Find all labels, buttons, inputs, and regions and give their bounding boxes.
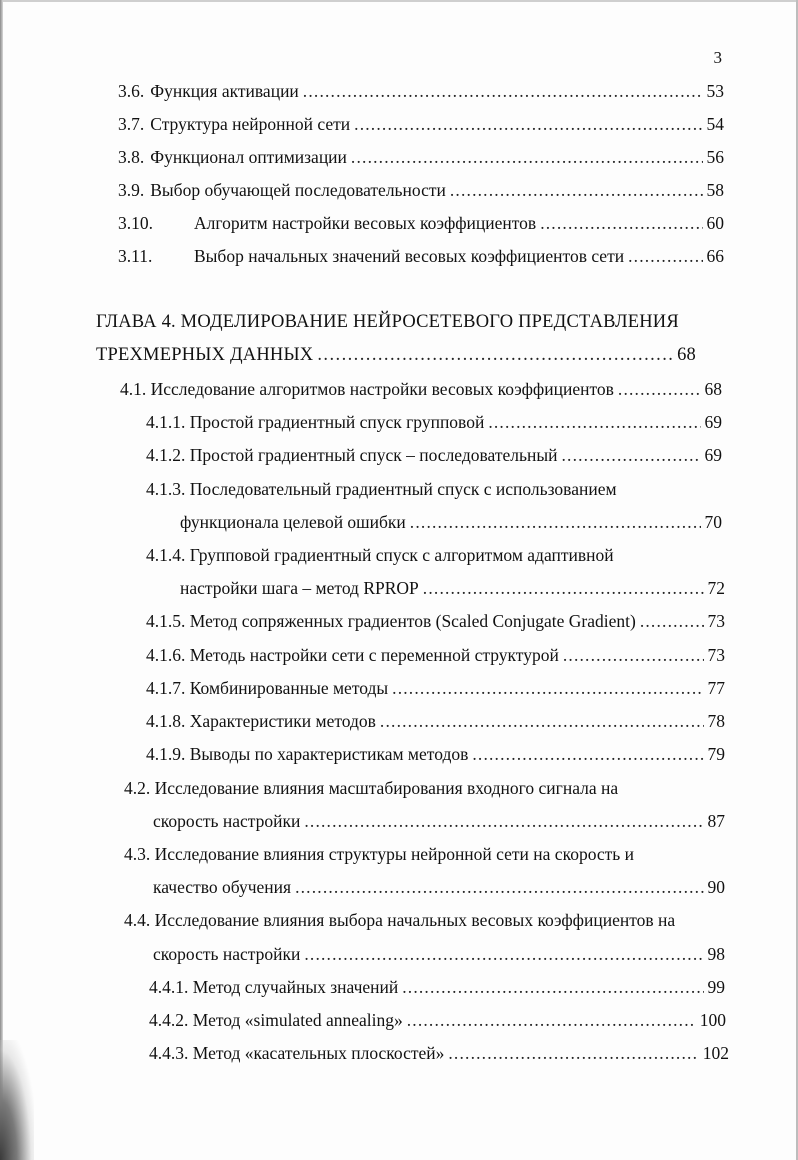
dot-leader xyxy=(472,743,703,765)
toc-title: 4.1.8. Характеристики методов xyxy=(146,711,376,731)
dot-leader xyxy=(450,179,703,201)
toc-entry-4-2[interactable]: 4.2. Исследование влияния масштабирования входного сигнала на xyxy=(124,778,619,798)
toc-number: 3.8. xyxy=(118,147,145,167)
toc-entry-4-3[interactable]: 4.3. Исследование влияния структуры нейронной сети на скорость и xyxy=(124,844,635,864)
scan-corner-artifact xyxy=(0,1040,34,1160)
toc-entry-3-8[interactable] xyxy=(118,146,724,168)
dot-leader xyxy=(540,212,702,234)
toc-entry-4-4-cont[interactable] xyxy=(153,943,725,965)
dot-leader xyxy=(488,411,700,433)
toc-page: 60 xyxy=(706,213,724,233)
toc-title: 4.1.6. Методь настройки сети с переменной структурой xyxy=(146,645,559,665)
page-number: 3 xyxy=(713,48,722,67)
toc-title: Выбор обучающей последовательности xyxy=(150,180,446,200)
toc-entry-4-1-9[interactable] xyxy=(146,743,725,765)
toc-entry-3-9[interactable] xyxy=(118,179,724,201)
toc-page: 68 xyxy=(677,345,696,365)
dot-leader xyxy=(392,677,703,699)
toc-entry-4-1-8[interactable] xyxy=(146,710,725,732)
scan-edge-top xyxy=(0,0,798,2)
toc-entry-4-1-3[interactable]: 4.1.3. Последовательный градиентный спуск с использованием xyxy=(146,479,617,499)
toc-page: 69 xyxy=(704,445,722,465)
toc-entry-4-1-3-cont[interactable] xyxy=(180,511,722,533)
toc-entry-4-4-2[interactable] xyxy=(149,1009,726,1031)
toc-entry-4-1-6[interactable] xyxy=(146,644,725,666)
toc-number: 3.6. xyxy=(118,81,145,101)
toc-title: 4.1. Исследование алгоритмов настройки весовых коэффициентов xyxy=(120,379,614,399)
toc-page: 70 xyxy=(704,512,722,532)
toc-page: 78 xyxy=(707,711,725,731)
toc-title: 4.4.3. Метод «касательных плоскостей» xyxy=(149,1043,445,1063)
scan-edge-left xyxy=(0,0,3,1160)
toc-page: 102 xyxy=(702,1043,729,1063)
toc-entry-4-1-7[interactable] xyxy=(146,677,725,699)
toc-title: скорость настройки xyxy=(153,811,301,831)
toc-entry-4-4[interactable]: 4.4. Исследование влияния выбора начальных весовых коэффициентов на xyxy=(124,910,676,930)
toc-page: 69 xyxy=(704,412,722,432)
toc-page: 73 xyxy=(707,645,725,665)
toc-page: 54 xyxy=(706,114,724,134)
toc-page: 56 xyxy=(706,147,724,167)
dot-leader xyxy=(618,378,701,400)
toc-page: 58 xyxy=(706,180,724,200)
toc-title: Выбор начальных значений весовых коэффициентов сети xyxy=(194,246,625,266)
toc-title: Алгоритм настройки весовых коэффициентов xyxy=(194,213,537,233)
dot-leader xyxy=(410,511,701,533)
toc-title: 4.1.5. Метод сопряженных градиентов (Scaled Conjugate Gradient) xyxy=(146,611,636,631)
toc-entry-4-1-2[interactable] xyxy=(146,444,722,466)
dot-leader xyxy=(354,113,702,135)
toc-entry-4-1-1[interactable] xyxy=(146,411,722,433)
toc-page: 87 xyxy=(707,811,725,831)
toc-title: Структура нейронной сети xyxy=(150,114,351,134)
toc-title: 4.4.2. Метод «simulated annealing» xyxy=(149,1010,403,1030)
toc-page: 77 xyxy=(707,678,725,698)
dot-leader xyxy=(448,1042,698,1064)
toc-title: 4.1.1. Простой градиентный спуск групповой xyxy=(146,412,485,432)
toc-entry-3-11[interactable] xyxy=(118,245,724,267)
toc-title: 4.1.7. Комбинированные методы xyxy=(146,678,389,698)
toc-title: Функционал оптимизации xyxy=(150,147,347,167)
toc-page: 98 xyxy=(707,944,725,964)
toc-title: функционала целевой ошибки xyxy=(180,512,406,532)
dot-leader xyxy=(304,810,703,832)
toc-number: 3.11. xyxy=(118,246,153,266)
chapter-4-heading[interactable]: ГЛАВА 4. МОДЕЛИРОВАНИЕ НЕЙРОСЕТЕВОГО ПРЕДСТАВЛЕНИЯ xyxy=(96,312,679,332)
toc-page: 68 xyxy=(704,379,722,399)
toc-page: 53 xyxy=(706,81,724,101)
toc-page: 79 xyxy=(707,744,725,764)
toc-number: 3.9. xyxy=(118,180,145,200)
toc-page: 90 xyxy=(707,877,725,897)
toc-title: качество обучения xyxy=(153,877,292,897)
toc-title: ТРЕХМЕРНЫХ ДАННЫХ xyxy=(96,345,314,365)
toc-title: 4.4.1. Метод случайных значений xyxy=(149,977,399,997)
dot-leader xyxy=(402,976,703,998)
toc-entry-3-6[interactable] xyxy=(118,80,724,102)
toc-entry-4-1-4[interactable]: 4.1.4. Групповой градиентный спуск с алгоритмом адаптивной xyxy=(146,545,614,565)
toc-page: 66 xyxy=(706,246,724,266)
dot-leader xyxy=(423,577,704,599)
toc-entry-4-4-3[interactable] xyxy=(149,1042,729,1064)
toc-entry-4-1[interactable] xyxy=(120,378,722,400)
toc-page: 73 xyxy=(707,611,725,631)
toc-page: 72 xyxy=(707,578,725,598)
toc-entry-4-1-5[interactable] xyxy=(146,610,725,632)
dot-leader xyxy=(628,245,702,267)
toc-title: скорость настройки xyxy=(153,944,301,964)
toc-number: 3.7. xyxy=(118,114,145,134)
dot-leader xyxy=(295,876,703,898)
dot-leader xyxy=(380,710,704,732)
dot-leader xyxy=(640,610,704,632)
toc-title: 4.1.2. Простой градиентный спуск – последовательный xyxy=(146,445,558,465)
toc-title: Функция активации xyxy=(150,81,299,101)
toc-title: 4.1.9. Выводы по характеристикам методов xyxy=(146,744,469,764)
dot-leader xyxy=(563,644,704,666)
toc-title: настройки шага – метод RPROP xyxy=(180,578,419,598)
toc-entry-4-2-cont[interactable] xyxy=(153,810,725,832)
toc-page: 99 xyxy=(707,977,725,997)
toc-page: 100 xyxy=(699,1010,726,1030)
dot-leader xyxy=(317,344,673,366)
dot-leader xyxy=(561,444,700,466)
dot-leader xyxy=(407,1009,696,1031)
toc-number: 3.10. xyxy=(118,213,153,233)
toc-entry-4-3-cont[interactable] xyxy=(153,876,725,898)
dot-leader xyxy=(303,80,703,102)
chapter-4-heading-cont[interactable] xyxy=(96,344,696,366)
toc-entry-4-4-1[interactable] xyxy=(149,976,725,998)
dot-leader xyxy=(351,146,703,168)
toc-entry-3-10[interactable] xyxy=(118,212,724,234)
toc-entry-3-7[interactable] xyxy=(118,113,724,135)
toc-entry-4-1-4-cont[interactable] xyxy=(180,577,725,599)
dot-leader xyxy=(304,943,703,965)
